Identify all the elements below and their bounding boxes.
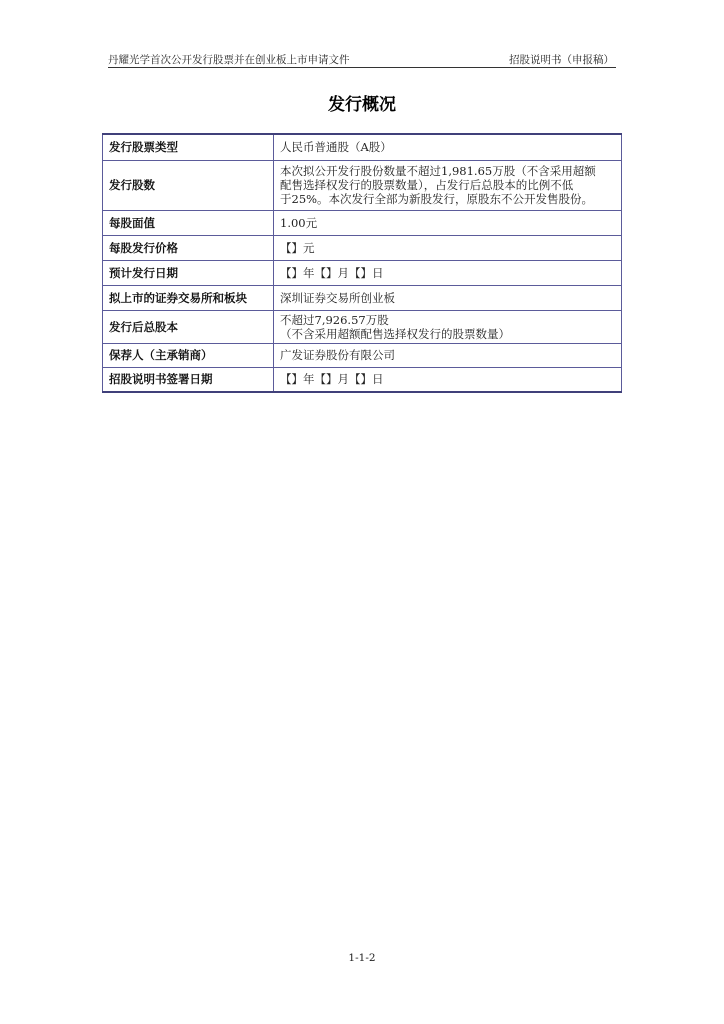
page-title: 发行概况 [328,95,396,115]
value-line: 【】元 [280,240,315,255]
header-document-type: 招股说明书（申报稿） [509,54,614,66]
value-line: 【】年【】月【】日 [280,265,384,280]
value-line: 于25%。本次发行全部为新股发行，原股东不公开发售股份。 [280,192,594,206]
value-line: 人民币普通股（A股） [280,140,392,155]
row-label: 拟上市的证券交易所和板块 [103,285,274,310]
value-line: 本次拟公开发行股份数量不超过1,981.65万股（不含采用超额 [280,164,596,178]
header-rule [108,67,616,68]
value-line: 配售选择权发行的股票数量），占发行后总股本的比例不低 [280,178,574,192]
row-value [274,310,622,343]
value-line: 不超过7,926.57万股 [280,312,389,327]
row-value [274,343,622,367]
row-label: 保荐人（主承销商） [103,343,274,367]
row-value [274,260,622,285]
value-line: 【】年【】月【】日 [280,372,384,387]
row-label: 预计发行日期 [103,260,274,285]
table-row [103,343,622,367]
header-document-title: 丹耀光学首次公开发行股票并在创业板上市申请文件 [108,54,350,66]
row-value [274,134,622,160]
row-value [274,285,622,310]
table-row [103,367,622,392]
page-header [108,52,616,68]
row-label: 招股说明书签署日期 [103,367,274,392]
table-row [103,160,622,210]
page-number: 1-1-2 [348,952,376,964]
row-label: 每股发行价格 [103,235,274,260]
row-value [274,160,622,210]
table-row [103,235,622,260]
row-value [274,210,622,235]
row-label: 每股面值 [103,210,274,235]
row-label: 发行股数 [103,160,274,210]
row-value [274,235,622,260]
row-label: 发行股票类型 [103,134,274,160]
table-row [103,310,622,343]
value-line: （不含采用超额配售选择权发行的股票数量） [280,326,510,341]
table-row [103,260,622,285]
value-line: 1.00元 [280,215,318,230]
row-label: 发行后总股本 [103,310,274,343]
row-value [274,367,622,392]
value-line: 广发证券股份有限公司 [280,348,395,362]
table-row [103,134,622,160]
table-row [103,210,622,235]
value-line: 深圳证券交易所创业板 [280,290,395,305]
offering-overview-table [102,133,622,393]
table-row [103,285,622,310]
